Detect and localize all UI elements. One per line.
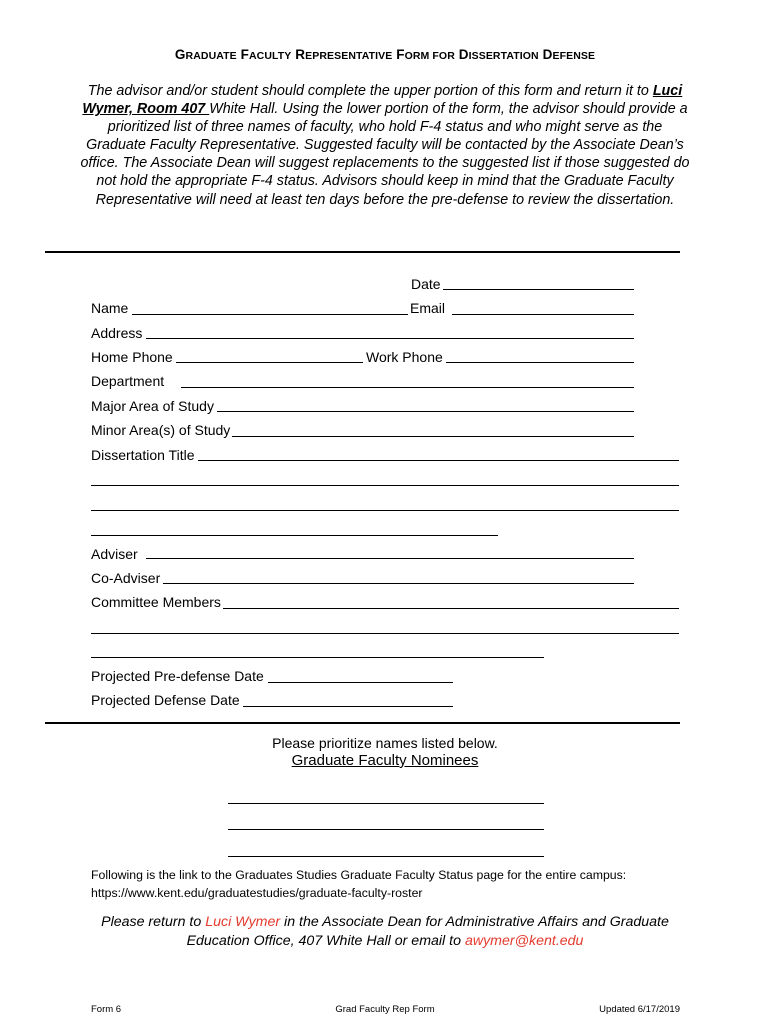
adviser-field[interactable] bbox=[146, 558, 634, 559]
nominee-3-field[interactable] bbox=[228, 856, 544, 857]
co-adviser-label: Co-Adviser bbox=[91, 570, 161, 586]
major-area-label: Major Area of Study bbox=[91, 398, 214, 414]
home-phone-label: Home Phone bbox=[91, 349, 173, 365]
section-divider-top bbox=[45, 251, 680, 253]
department-field[interactable] bbox=[181, 387, 634, 388]
footer-form-number: Form 6 bbox=[91, 1004, 122, 1015]
footer-form-name: Grad Faculty Rep Form bbox=[335, 1004, 435, 1015]
date-field[interactable] bbox=[443, 289, 634, 290]
committee-members-field[interactable] bbox=[223, 608, 679, 609]
form-title: GRADUATE FACULTY REPRESENTATIVE FORM FOR DISSERTATION DEFENSE bbox=[174, 47, 596, 62]
dissertation-title-line-4[interactable] bbox=[91, 535, 498, 536]
roster-link-note bbox=[91, 866, 691, 902]
nominees-heading: Graduate Faculty Nominees bbox=[291, 752, 479, 769]
contact-person: Luci Wymer, Room 407 bbox=[82, 83, 683, 118]
dissertation-title-field[interactable] bbox=[198, 460, 679, 461]
instructions-paragraph: The advisor and/or student should complete the upper portion of this form and return it to Luci Wymer, Room 407 White Hall. Using the lower portion of the form, the advisor should provide a prioritized list of three names of faculty, who hold F-4 status and who might serve as the Graduate Faculty Representative. Suggested faculty will be contacted by the Associate Dean’s office. The Associate Dean will suggest replacements to the suggested list if those suggested do not hold the appropriate F-4 status. Advisors should keep in mind that the Graduate Faculty Representative will need at least ten days before the pre-defense to review the dissertation. bbox=[80, 83, 690, 208]
address-field[interactable] bbox=[146, 338, 634, 339]
roster-link-url[interactable]: https://www.kent.edu/graduatestudies/graduate-faculty-roster bbox=[91, 886, 423, 900]
defense-date-field[interactable] bbox=[243, 706, 453, 707]
committee-members-line-2[interactable] bbox=[91, 633, 679, 634]
work-phone-field[interactable] bbox=[446, 362, 634, 363]
return-instructions: Please return to Luci Wymer in the Associate Dean for Administrative Affairs and Graduate Education Office, 407 White Hall or email to awymer@kent.edu bbox=[101, 914, 669, 949]
nominee-2-field[interactable] bbox=[228, 829, 544, 830]
dissertation-title-label: Dissertation Title bbox=[91, 447, 195, 463]
name-label: Name bbox=[91, 300, 129, 316]
defense-date-label: Projected Defense Date bbox=[91, 692, 240, 708]
dissertation-title-line-3[interactable] bbox=[91, 510, 679, 511]
email-field[interactable] bbox=[452, 314, 634, 315]
date-label: Date bbox=[411, 276, 441, 292]
nominee-1-field[interactable] bbox=[228, 803, 544, 804]
major-area-field[interactable] bbox=[217, 411, 634, 412]
footer-updated-date: Updated 6/17/2019 bbox=[599, 1004, 680, 1015]
roster-link-text: Following is the link to the Graduates Studies Graduate Faculty Status page for the entire campus: bbox=[91, 868, 627, 882]
adviser-label: Adviser bbox=[91, 546, 138, 562]
dissertation-title-line-2[interactable] bbox=[91, 485, 679, 486]
nominees-instruction: Please prioritize names listed below. bbox=[272, 735, 498, 751]
pre-defense-date-label: Projected Pre-defense Date bbox=[91, 668, 264, 684]
work-phone-label: Work Phone bbox=[366, 349, 443, 365]
pre-defense-date-field[interactable] bbox=[268, 682, 453, 683]
committee-members-line-3[interactable] bbox=[91, 657, 544, 658]
return-contact-name: Luci Wymer bbox=[205, 914, 281, 930]
return-email-link[interactable]: awymer@kent.edu bbox=[464, 932, 584, 949]
department-label: Department bbox=[91, 373, 165, 389]
committee-members-label: Committee Members bbox=[91, 594, 221, 610]
minor-area-label: Minor Area(s) of Study bbox=[91, 422, 231, 438]
name-field[interactable] bbox=[132, 314, 408, 315]
address-label: Address bbox=[91, 325, 143, 341]
home-phone-field[interactable] bbox=[176, 362, 363, 363]
section-divider-bottom bbox=[45, 722, 680, 724]
co-adviser-field[interactable] bbox=[163, 583, 634, 584]
email-label: Email bbox=[410, 300, 446, 316]
minor-area-field[interactable] bbox=[232, 436, 634, 437]
